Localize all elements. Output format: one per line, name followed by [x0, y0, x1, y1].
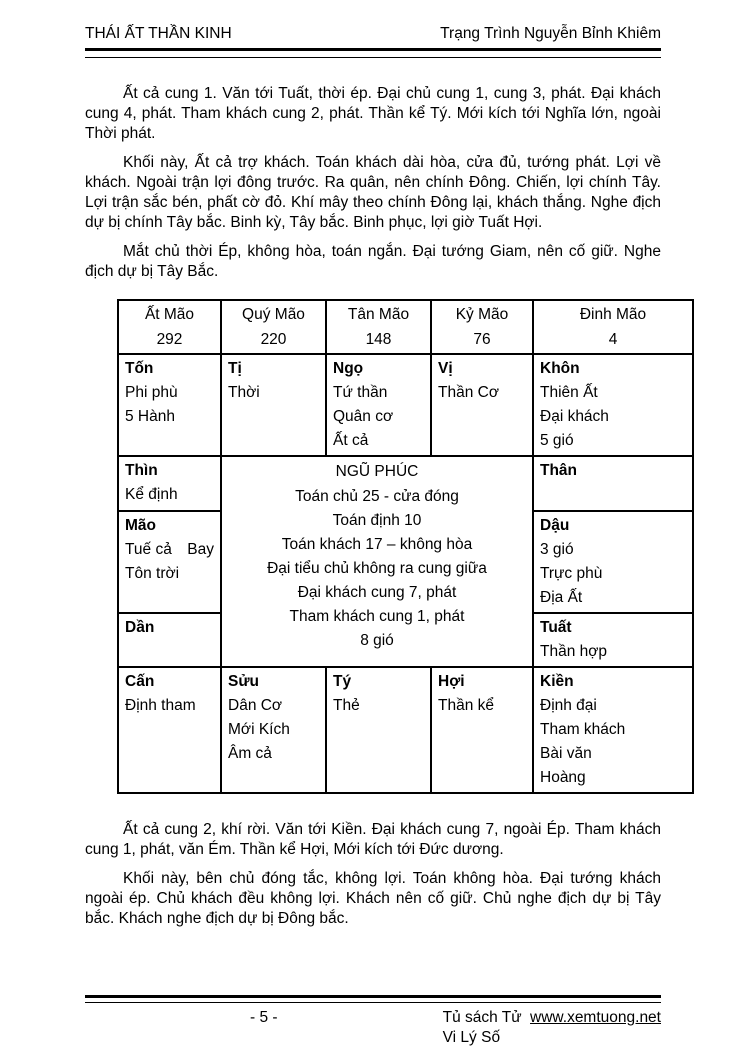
cell-line: Toán định 10 — [332, 511, 422, 529]
cell-line: 8 gió — [360, 631, 394, 649]
year-value: 148 — [365, 331, 392, 348]
cell-line: Định tham — [125, 697, 196, 714]
cell-lines — [228, 694, 319, 766]
cell-lines — [125, 381, 214, 429]
cell-line: Thiên Ất — [540, 384, 598, 401]
cell-ti — [221, 354, 326, 456]
footer-website-link[interactable]: www.xemtuong.net — [530, 1009, 661, 1026]
page-number: - 5 - — [250, 1009, 278, 1026]
cell-label: Tị — [228, 360, 242, 377]
board-row-bottom — [118, 667, 693, 793]
center-lines — [228, 485, 526, 653]
cell-lines — [438, 694, 526, 718]
cell-split-right: Bay — [187, 541, 214, 558]
cell-than — [533, 456, 693, 511]
cell-line: Bài văn — [540, 745, 592, 762]
year-header-row — [118, 300, 693, 354]
board-row-thin — [118, 456, 693, 511]
cell-line: Toán chủ 25 - cửa đóng — [295, 487, 459, 505]
cell-line: Tôn trời — [125, 565, 180, 582]
cell-ty — [326, 667, 431, 793]
year-value: 220 — [260, 331, 287, 348]
year-value: 292 — [156, 331, 183, 348]
cell-line: Đại khách cung 7, phát — [297, 583, 457, 601]
page-footer — [85, 1008, 661, 1048]
cell-line: 5 Hành — [125, 408, 175, 425]
cell-label: Tốn — [125, 360, 154, 377]
cell-kien — [533, 667, 693, 793]
cell-line: Thẻ — [333, 697, 360, 714]
cell-split-left: Tuế cả — [125, 541, 172, 558]
cell-lines — [438, 381, 526, 405]
thai-at-board — [117, 299, 661, 794]
year-value: 4 — [608, 331, 618, 348]
cell-label: Mão — [125, 517, 156, 534]
cell-label: Thân — [540, 462, 578, 479]
year-cell-ky-mao — [431, 300, 533, 354]
cell-line: Ất cả — [333, 432, 369, 449]
cell-line: Hoàng — [540, 769, 586, 786]
header-title: THÁI ẤT THẦN KINH — [85, 25, 232, 42]
year-name: Tân Mão — [347, 306, 410, 323]
cell-line: Thần hợp — [540, 643, 608, 660]
cell-ton — [118, 354, 221, 456]
cell-thin — [118, 456, 221, 511]
cell-label: Khôn — [540, 360, 580, 377]
paragraph-1: Ất cả cung 1. Văn tới Tuất, thời ép. Đại chủ cung 1, cung 3, phát. Đại khách cung 4, phát. Tham khách cung 2, phát. Thần kể Tý. Mới kích tới Nghĩa lớn, ngoài Thời phát. — [85, 85, 661, 142]
cell-line: Mới Kích — [228, 721, 290, 738]
footer-series-title: Tủ sách Tử Vi Lý Số — [442, 1009, 522, 1046]
cell-khon — [533, 354, 693, 456]
cell-line: Tham khách cung 1, phát — [289, 607, 465, 625]
page-header — [85, 24, 661, 44]
cell-line: Định đại — [540, 697, 597, 714]
year-cell-at-mao — [118, 300, 221, 354]
cell-label: Ngọ — [333, 360, 364, 377]
cell-label: Sửu — [228, 673, 260, 690]
cell-label: Thìn — [125, 462, 158, 479]
cell-ngo — [326, 354, 431, 456]
board-table — [117, 299, 694, 794]
cell-lines — [540, 694, 686, 790]
year-name: Kỷ Mão — [455, 306, 509, 323]
cell-label: Hợi — [438, 673, 465, 690]
year-cell-dinh-mao — [533, 300, 693, 354]
cell-split-line — [125, 538, 214, 562]
cell-lines — [540, 538, 686, 610]
center-title: NGŨ PHÚC — [335, 463, 419, 480]
cell-lines — [125, 562, 214, 586]
cell-lines — [540, 640, 686, 664]
cell-line: Trực phù — [540, 565, 603, 582]
cell-line: Đại khách — [540, 408, 609, 425]
cell-lines — [228, 381, 319, 405]
cell-line: Thần Cơ — [438, 384, 499, 401]
cell-line: Dân Cơ — [228, 697, 283, 714]
cell-lines — [333, 694, 424, 718]
cell-label: Dậu — [540, 517, 570, 534]
cell-line: Tham khách — [540, 721, 626, 738]
year-value: 76 — [473, 331, 491, 348]
year-cell-quy-mao — [221, 300, 326, 354]
cell-mao — [118, 511, 221, 613]
paragraph-2: Khối này, Ất cả trợ khách. Toán khách dài hòa, cửa đủ, tướng phát. Lợi về khách. Ngoài trận lợi đông trước. Ra quân, nên chính Đông. Chiến, lợi chính Tây. Lợi trận sắc bén, phất cờ đỏ. Khí mây theo chính Đông lại, khách thắng. Nghe địch dự bị chính Tây bắc. Binh kỳ, Tây bắc. Binh phục, lợi giờ Tuất Hợi. — [85, 154, 661, 231]
cell-can — [118, 667, 221, 793]
footer-rule-thick — [85, 995, 661, 998]
cell-line: Kể định — [125, 486, 178, 503]
cell-line: Thời — [228, 384, 260, 401]
paragraph-4: Ất cả cung 2, khí rời. Văn tới Kiền. Đại khách cung 7, ngoài Ép. Tham khách cung 1, phát, văn Ém. Thần kể Hợi, Mới kích tới Đức dương. — [85, 821, 661, 858]
cell-label: Kiền — [540, 673, 574, 690]
cell-tuat — [533, 613, 693, 667]
cell-lines — [540, 381, 686, 453]
cell-line: 5 gió — [540, 432, 574, 449]
cell-lines — [333, 381, 424, 453]
paragraph-3: Mắt chủ thời Ép, không hòa, toán ngắn. Đại tướng Giam, nên cố giữ. Nghe địch dự bị Tây Bắc. — [85, 243, 661, 280]
cell-line: Âm cả — [228, 745, 272, 762]
cell-lines — [125, 483, 214, 507]
cell-label: Vị — [438, 360, 453, 377]
header-rule-thin — [85, 57, 661, 58]
cell-vi — [431, 354, 533, 456]
cell-dan — [118, 613, 221, 667]
cell-label: Tuất — [540, 619, 572, 636]
cell-label: Dần — [125, 619, 155, 636]
year-name: Đinh Mão — [579, 306, 647, 323]
cell-line: Tứ thần — [333, 384, 388, 401]
header-author: Trạng Trình Nguyễn Bỉnh Khiêm — [440, 25, 661, 42]
header-rule-thick — [85, 48, 661, 51]
cell-line: Quân cơ — [333, 408, 394, 425]
cell-label: Cấn — [125, 673, 155, 690]
cell-center-ngu-phuc — [221, 456, 533, 667]
cell-lines — [125, 694, 214, 718]
year-cell-tan-mao — [326, 300, 431, 354]
cell-line: Đại tiểu chủ không ra cung giữa — [267, 559, 487, 577]
footer-rule-thin — [85, 1002, 661, 1003]
cell-dau — [533, 511, 693, 613]
cell-line: 3 gió — [540, 541, 574, 558]
cell-line: Toán khách 17 – không hòa — [281, 535, 473, 553]
cell-hoi — [431, 667, 533, 793]
cell-label: Tý — [333, 673, 352, 690]
cell-line: Địa Ất — [540, 589, 583, 606]
paragraph-5: Khối này, bên chủ đóng tắc, không lợi. Toán không hòa. Đại tướng khách ngoài ép. Chủ khách đều không lợi. Khách nên cố giữ. Chủ nghe địch dự bị Tây bắc. Khách nghe địch dự bị Đông bắc. — [85, 870, 661, 927]
cell-line: Phi phù — [125, 384, 178, 401]
board-row-top — [118, 354, 693, 456]
cell-suu — [221, 667, 326, 793]
page-body — [85, 84, 661, 938]
year-name: Quý Mão — [242, 306, 305, 323]
year-name: Ất Mão — [144, 306, 195, 323]
cell-line: Thần kể — [438, 697, 495, 714]
